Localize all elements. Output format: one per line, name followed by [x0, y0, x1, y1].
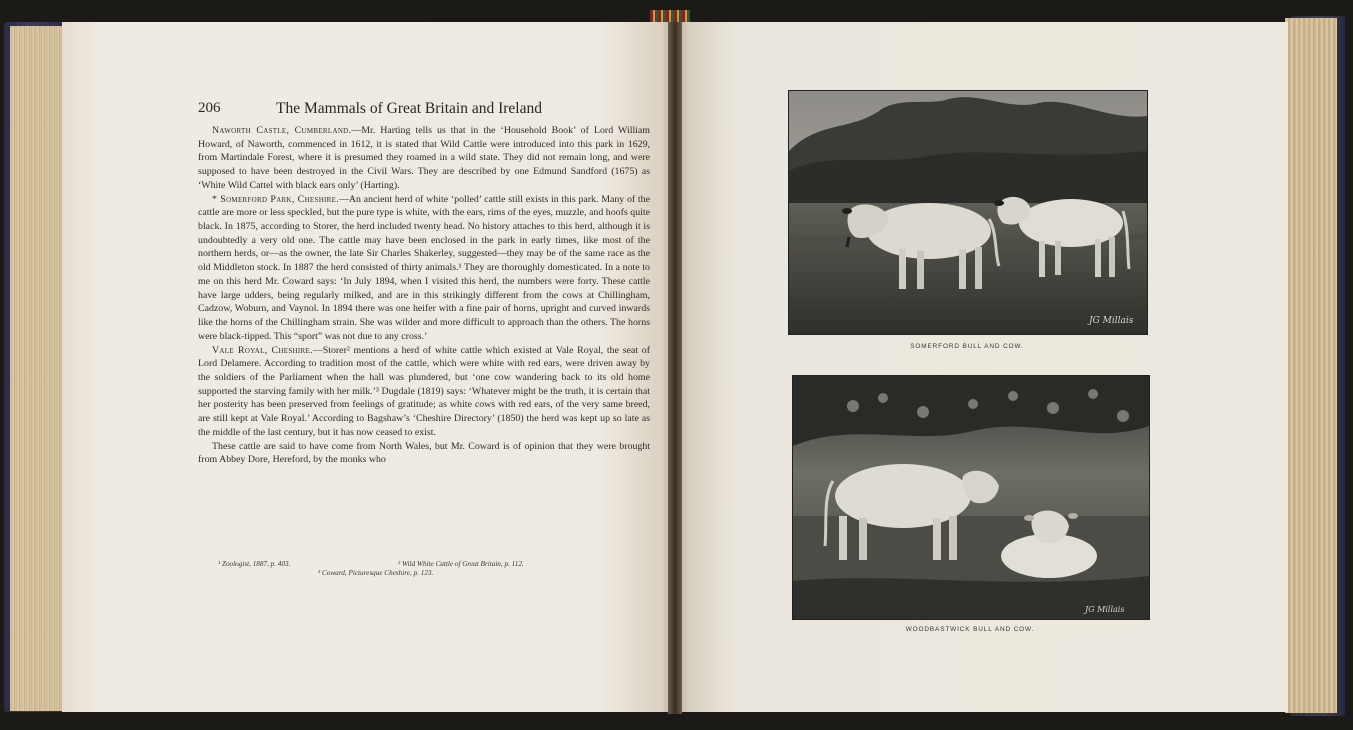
- paragraph-text: —Mr. Harting tells us that in the ‘Household Book’ of Lord William Howard, of Naworth, commenced in 1612, it is stated that Wild Cattle were introduced into this park in 1629, from Martindale Forest, where it is presumed they roamed in a wild state. They did not remain long, and were supposed to have been destroyed in the Civil Wars. They are described by one Edmund Sandford (1675) as ‘White Wild Cattel with black ears only’ (Harting).: [198, 125, 650, 191]
- running-head: [198, 100, 668, 120]
- page-edges-right: [1285, 18, 1337, 713]
- paragraph-north-wales: [198, 440, 650, 467]
- paragraph-text: —Storer² mentions a herd of white cattle which existed at Vale Royal, the seat of Lord Delamere. According to tradition most of the cattle, which were white with red ears, were driven away by the soldiers of the Parliament when the hall was plundered, but ‘one cow wandering back to its old home supported the starving family with her milk.’³ Dugdale (1819) says: ‘Whatever might be the truth, it is certain that her posterity has been preserved from feelings of gratitude; as white cows with red ears, of the very same breed, are still kept at Vale Royal.’ According to Bagshaw’s ‘Cheshire Directory’ (1850) the herd was kept up so late as the middle of the last century, but it has now ceased to exist.: [198, 344, 651, 438]
- footnote-3: ³ Coward, Picturesque Cheshire, p. 123.: [318, 569, 434, 577]
- paragraph-text: These cattle are said to have come from North Wales, but Mr. Coward is of opinion that they were brought from Abbey Dore, Hereford, by the monks who: [198, 440, 650, 466]
- paragraph-vale-royal: [198, 344, 650, 440]
- plate-caption-somerford: SOMERFORD BULL AND COW.: [910, 343, 1024, 350]
- page-number: 206: [198, 100, 221, 116]
- somerford-illustration: [789, 91, 1147, 334]
- headband: [650, 10, 690, 22]
- body-text: [198, 124, 650, 467]
- paragraph-somerford: [198, 193, 650, 344]
- footnotes: [218, 560, 638, 578]
- paragraph-naworth: [198, 124, 650, 193]
- plate-somerford: [788, 90, 1148, 335]
- paragraph-heading: * Somerford Park, Cheshire.: [212, 193, 339, 205]
- page-edges-left: [10, 26, 68, 711]
- artist-signature-2: JG Millais: [1085, 605, 1125, 614]
- paragraph-text: —An ancient herd of white ‘polled’ cattle still exists in this park. Many of the cattle are more or less speckled, but the pure type is white, with the ears, rims of the eyes, muzzle, and hoofs quite black. In 1875, according to Storer, the herd included twenty head. No history attaches to this herd, although it is undoubtedly a very old one. The cattle may have been enclosed in the park in early times, like most of the northern herds, or—as the owner, the late Sir Charles Shakerley, suggested—they may be of the same race as the old Middleton stock. In 1887 the herd consisted of thirty animals.¹ They are thoroughly domesticated. In a note to me on this herd Mr. Coward says: ‘In July 1894, when I visited this herd, the numbers were forty. These cattle have large udders, being regularly milked, and are in this strikingly different from the cows at Chillingham, Cadzow, Woburn, and Vaynol. In 1894 there was one heifer with a fine pair of horns, upright and curved inwards like the horns of the Chillingham strain. She was wilder and more difficult to approach than the others. The horns were black-tipped. This “sport” was not due to any cross.’: [198, 193, 650, 342]
- paragraph-heading: Naworth Castle, Cumberland.: [212, 125, 352, 136]
- paragraph-heading: Vale Royal, Cheshire.: [212, 344, 313, 356]
- plate-woodbastwick: [792, 375, 1150, 620]
- footnote-1: ¹ Zoologist, 1887, p. 403.: [218, 560, 291, 568]
- book-gutter: [668, 14, 682, 714]
- plate-caption-woodbastwick: WOODBASTWICK BULL AND COW.: [905, 626, 1035, 633]
- woodbastwick-illustration: [793, 376, 1149, 619]
- artist-signature: JG Millais: [1089, 316, 1134, 326]
- running-title: The Mammals of Great Britain and Ireland: [276, 100, 542, 117]
- footnote-2: ² Wild White Cattle of Great Britain, p. 112.: [398, 560, 524, 568]
